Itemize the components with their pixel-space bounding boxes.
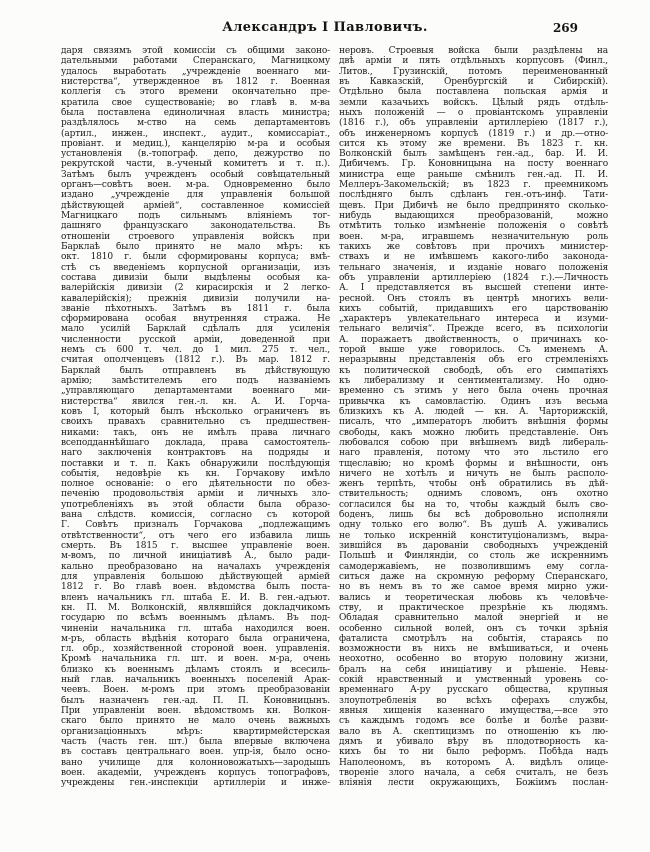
text-line: нибудь выдающихся преобразованій, можно (339, 211, 608, 221)
text-line: Литов., Грузинскій, потомъ переименованный (339, 66, 608, 77)
text-line: ковъ I, который былъ нѣсколько ограниченъ въ (61, 406, 330, 417)
text-line: раздѣлялось м-ство на семь департаментовъ (61, 118, 330, 129)
text-line: дѣйствующей арміей“, составленное комиссіей (61, 200, 330, 211)
text-line: ресной. Онъ стоялъ въ центрѣ многихъ вели- (339, 293, 608, 304)
text-line: тщеславію; но кромѣ формы и внѣшности, онъ (339, 458, 608, 469)
text-line: явныя хищенія казеннаго имущества,—все это (339, 706, 608, 716)
text-line: Затѣмъ былъ учрежденъ особый совѣщательный (61, 169, 330, 180)
text-line: въ составъ центральнаго воен. упр-ія, было осно- (61, 747, 330, 758)
text-line: тельнаго величія“. Прежде всего, въ психологіи (339, 324, 608, 335)
text-line: званіе пѣхотныхъ. Затѣмъ въ 1811 г. была (61, 303, 330, 314)
text-line: чиненіи начальника гл. штаба находился воен. (61, 623, 330, 634)
text-line: злоупотребленія во всѣхъ сферахъ службы, (339, 695, 608, 706)
text-line: особенно сильной волей, онъ съ точки зрѣнія (339, 623, 608, 634)
text-line: нистерства“ явился ген.-л. кн. А. И. Горча- (61, 396, 330, 407)
text-line: отвѣтственности“, отъ чего его избавила лишь (61, 530, 330, 541)
text-line: А. I представляется въ высшей степени инте- (339, 283, 608, 294)
text-line: ситься даже на скромную реформу Сперанскаго, (339, 571, 608, 582)
text-line: рекрутской части, в.-ученый комитетъ и т. п.). (61, 159, 330, 170)
text-line: ныхъ положеній — о провіантскомъ управленіи (339, 107, 608, 118)
text-line: неровъ. Строевыя войска были раздѣлены на (339, 46, 608, 56)
text-line: неразрывны представленія объ его стремленіяхъ (339, 355, 608, 366)
text-line: временно съ этимъ у него была очень прочная (339, 386, 608, 397)
text-line: не только искренній конституціонализмъ, выра- (339, 530, 608, 541)
left-column (61, 46, 330, 789)
page-header (0, 20, 650, 38)
text-line: (1816 г.), объ управленіи артиллеріею (1817 г.), (339, 118, 608, 129)
text-line: послѣдняго былъ сдѣланъ ген.-отъ-инф. Тати- (339, 190, 608, 201)
text-line: Отдѣльно была поставлена польская армія и (339, 87, 608, 98)
text-line: согласился бы на то, чтобы каждый былъ сво- (339, 499, 608, 510)
text-line: объ инженерномъ корпусѣ (1819 г.) и др.—отно- (339, 128, 608, 139)
text-line: самодержавіемъ, не позволившимъ ему согла- (339, 561, 608, 572)
text-line: дямъ и убивало вѣру въ плодотворность ка- (339, 736, 608, 747)
text-line: смерть. Въ 1815 г. высшее управленіе воен. (61, 541, 330, 551)
text-line: А. поражаетъ двойственность, о причинахъ ко- (339, 334, 608, 345)
text-line: чеевъ. Воен. м-ромъ при этомъ преобразованіи (61, 685, 330, 696)
text-line: кихъ бы то ни было реформъ. Побѣда надъ (339, 747, 608, 758)
text-line: состава дивизіи были выдѣлены особыя ка- (61, 272, 330, 283)
text-line: наго правленія, потому что это льстило его (339, 448, 608, 459)
text-line: мало усилій Барклай сдѣлалъ для усиленія (61, 324, 330, 335)
text-line: м-вомъ, по личной иниціативѣ А., было ради- (61, 551, 330, 562)
text-line: Обладая сравнительно малой энергіей и не (339, 613, 608, 624)
text-line: съ каждымъ годомъ все болѣе и болѣе разви- (339, 716, 608, 727)
text-line: ничего не хотѣлъ и ничуть не былъ располо- (339, 468, 608, 479)
text-line: твореніе злого начала, а себя считалъ, не безъ (339, 767, 608, 778)
text-line: сокій нравственный и умственный уровень со- (339, 675, 608, 686)
text-line: Кромѣ начальника гл. шт. и воен. м-ра, очень (61, 654, 330, 665)
text-line: былъ назначенъ ген.-ад. П. П. Коновницынъ. (61, 695, 330, 706)
text-line: Волконскій былъ замѣщенъ ген.-ад., бар. И. И. (339, 149, 608, 160)
text-line: сформирована особая внутренняя стража. Не (61, 314, 330, 325)
text-line: кально преобразовано на началахъ учрежденія (61, 561, 330, 572)
text-line: провіант. и медиц.), канцелярію м-ра и особыя (61, 138, 330, 149)
text-line: любовался собою при внѣшнемъ видѣ либераль- (339, 437, 608, 448)
text-line: Польшѣ и Финляндіи, со столь же искреннимъ (339, 551, 608, 562)
text-line: Барклаѣ было принято не мало мѣръ: къ (61, 241, 330, 252)
text-line: наго заключенія контрактовъ на подряды и (61, 448, 330, 459)
text-line: одну только его волю“. Въ душѣ А. уживались (339, 520, 608, 531)
text-line: удалось выработать „учрежденіе военнаго ми- (61, 66, 330, 77)
text-line: для управленія большою дѣйствующей арміей (61, 571, 330, 582)
text-line: вались и теоретическая любовь къ человѣче- (339, 592, 608, 603)
text-line: отмѣтить только измѣненіе положенія о совѣтѣ (339, 221, 608, 232)
text-line: гл. обр., хозяйственной стороной воен. управленія. (61, 644, 330, 655)
text-line: ствительность; однимъ словомъ, онъ охотно (339, 489, 608, 500)
text-line: никами: такъ, онъ не имѣлъ права личнаго (61, 427, 330, 438)
text-line: воен. м-ра, игравшемъ незначительную роль (339, 231, 608, 242)
text-line: печенію продовольствія арміи и личныхъ зло- (61, 489, 330, 500)
text-line: Меллеръ-Закомельскій; въ 1823 г. преемникомъ (339, 180, 608, 191)
text-line: воен. академіи, учрежденъ корпусъ топографовъ, (61, 767, 330, 778)
text-line: (артил., инжен., инспект., аудит., комиссаріат., (61, 128, 330, 139)
text-line: учреждены ген.-инспекціи артиллеріи и инже- (61, 778, 330, 789)
text-line: считая ополченцевъ (1812 г.). Въ мар. 1812 г. (61, 355, 330, 366)
text-line: близко къ военнымъ дѣламъ стоялъ и всесиль- (61, 664, 330, 675)
text-line: валерійскія дивизіи (2 кирасирскія и 2 легко- (61, 283, 330, 294)
text-line: дательными работами Сперанскаго, Магницкому (61, 56, 330, 67)
text-line: событія, недовѣріе къ кн. Горчакову имѣло (61, 468, 330, 479)
text-line: При управленіи воен. вѣдомствомъ кн. Волкон- (61, 706, 330, 716)
text-line: двѣ арміи и пять отдѣльныхъ корпусовъ (Финл., (339, 56, 608, 67)
text-line: неохотно, особенно во вторую половину жизни, (339, 654, 608, 665)
text-line: женъ терпѣть, чтобы онѣ обратились въ дѣй- (339, 479, 608, 490)
text-line: органъ—совѣтъ воен. м-ра. Одновременно было (61, 180, 330, 191)
text-line: окт. 1810 г. были сформированы корпуса; вмѣ- (61, 252, 330, 263)
text-line: Барклай былъ отправленъ въ дѣйствующую (61, 365, 330, 376)
text-line: щевъ. При Дибичѣ не было предпринято сколько- (339, 200, 608, 211)
text-line: но въ немъ въ то же самое время мирно ужи- (339, 582, 608, 593)
text-line: временнаго А-ру русскаго общества, крупныя (339, 685, 608, 696)
text-line: отношеніи строевого управленія войскъ при (61, 231, 330, 242)
text-line: писалъ, что „императоръ любитъ внѣшнія формы (339, 417, 608, 428)
text-line: министра еще раньше смѣнилъ ген.-ад. П. И. (339, 169, 608, 180)
text-line: вленъ начальникъ гл. штаба Е. И. В. ген.-адъют. (61, 592, 330, 603)
text-line: кавалерійскія); прежнія дивизіи получили на- (61, 293, 330, 304)
text-line: боденъ, лишь бы всѣ добровольно исполняли (339, 510, 608, 521)
text-line: вало въ А. скептицизмъ по отношенію къ лю- (339, 726, 608, 737)
text-line: привычка къ самовластію. Одинъ изъ весьма (339, 396, 608, 407)
text-line: кн. П. М. Волконскій, являвшійся докладчикомъ (61, 602, 330, 613)
text-line: кратила свое существованіе; во главѣ в. м-ва (61, 97, 330, 108)
text-line: фаталиста смотрѣлъ на событія, стараясь по (339, 633, 608, 644)
text-line: въ Кавказскій, Оренбургскій и Сибирскій). (339, 76, 608, 87)
text-line: часть (часть ген. шт.) была впервые включена (61, 736, 330, 747)
text-line: свободы, какъ можно любить представленіе. Онъ (339, 427, 608, 438)
text-line: „управляющаго департаментами военнаго ми- (61, 386, 330, 397)
text-line: вана слѣдств. комиссія, согласно съ которой (61, 510, 330, 521)
text-line: коллегія съ этого времени окончательно пре- (61, 87, 330, 98)
text-line: сится къ этому же времени. Въ 1823 г. кн. (339, 138, 608, 149)
text-line: бралъ на себя иниціативу и рѣшеніе. Невы- (339, 664, 608, 675)
text-line: 1812 г. Во главѣ воен. вѣдомства былъ поста- (61, 582, 330, 593)
text-line: была поставлена единоличная власть министра; (61, 107, 330, 118)
text-line: армію; замѣстителемъ его подъ названіемъ (61, 376, 330, 386)
text-line: къ политической свободѣ, объ его симпатіяхъ (339, 365, 608, 376)
text-line: тельнаго значенія, и изданіе новаго положенія (339, 262, 608, 273)
right-column (339, 46, 608, 789)
text-line: вано училище для колонновожатыхъ—зародышъ (61, 757, 330, 768)
text-line: установленія (в.-топограф. депо, дежурство по (61, 149, 330, 160)
text-line: ствахъ и не имѣвшемъ какого-либо законода- (339, 252, 608, 263)
text-line: поставки и т. п. Какъ обнаружили послѣдующія (61, 458, 330, 469)
text-line: Г. Совѣтъ призналъ Горчакова „подлежащимъ (61, 520, 330, 531)
text-line: дашняго французскаго законодательства. Въ (61, 221, 330, 232)
text-line: объ управленіи артиллеріею (1824 г.).—Личность (339, 272, 608, 283)
text-line: издано „учрежденіе для управленія большой (61, 190, 330, 201)
running-title: Александръ I Павловичъ. (222, 20, 428, 35)
text-line: возможности въ нихъ не вмѣшиваться, и очень (339, 644, 608, 655)
text-line: даря связямъ этой комиссіи съ общими законо- (61, 46, 330, 56)
text-line: организаціонныхъ мѣръ: квартирмейстерская (61, 726, 330, 737)
page-number: 269 (552, 21, 578, 35)
text-line: ству, и практическое презрѣніе къ людямъ. (339, 602, 608, 613)
text-line: къ либерализму и сентиментализму. Но одно- (339, 376, 608, 386)
text-line: „характеръ увлекательнаго интереса и изуми- (339, 314, 608, 325)
text-line: употребленіяхъ въ этой области была образо- (61, 499, 330, 510)
text-line: всеподданнѣйшаго доклада, права самостоятель- (61, 437, 330, 448)
text-line: Дибичемъ. Гр. Коновницына на посту военнаго (339, 159, 608, 170)
text-line: вліянія лести окружающихъ, Божіимъ послан- (339, 778, 608, 789)
text-line: стѣ съ введеніемъ корпусной организаціи, изъ (61, 262, 330, 273)
text-line: такихъ же совѣтовъ при прочихъ министер- (339, 241, 608, 252)
text-line: государю по всѣмъ военнымъ дѣламъ. Въ под- (61, 613, 330, 624)
text-line: кихъ событій, придавшихъ его царствованію (339, 303, 608, 314)
text-line: зившійся въ дарованіи свободныхъ учрежденій (339, 541, 608, 551)
text-line: нистерства“, утвержденное въ 1812 г. Военная (61, 76, 330, 87)
text-line: ный глав. начальникъ военныхъ поселеній Арак- (61, 675, 330, 686)
text-line: торой выше уже говорилось. Съ именемъ А. (339, 345, 608, 356)
text-line: полное основаніе: о его дѣятельности по обез- (61, 479, 330, 490)
text-line: земли казачьихъ войскъ. Цѣлый рядъ отдѣль- (339, 97, 608, 108)
text-line: своихъ правахъ сравнительно съ предшествен- (61, 417, 330, 428)
text-line: Наполеономъ, въ которомъ А. видѣлъ олице- (339, 757, 608, 768)
text-line: немъ съ 600 т. чел. до 1 мил. 275 т. чел., (61, 345, 330, 356)
text-line: Магницкаго подъ сильнымъ вліяніемъ тог- (61, 211, 330, 221)
text-line: близкихъ къ А. людей — кн. А. Чарторижскій, (339, 406, 608, 417)
text-line: численности русской арміи, доведенной при (61, 334, 330, 345)
text-line: м-ръ, область вѣдѣнія котораго была ограничена, (61, 633, 330, 644)
text-line: скаго было принято не мало очень важныхъ (61, 716, 330, 727)
text-columns (61, 46, 609, 789)
